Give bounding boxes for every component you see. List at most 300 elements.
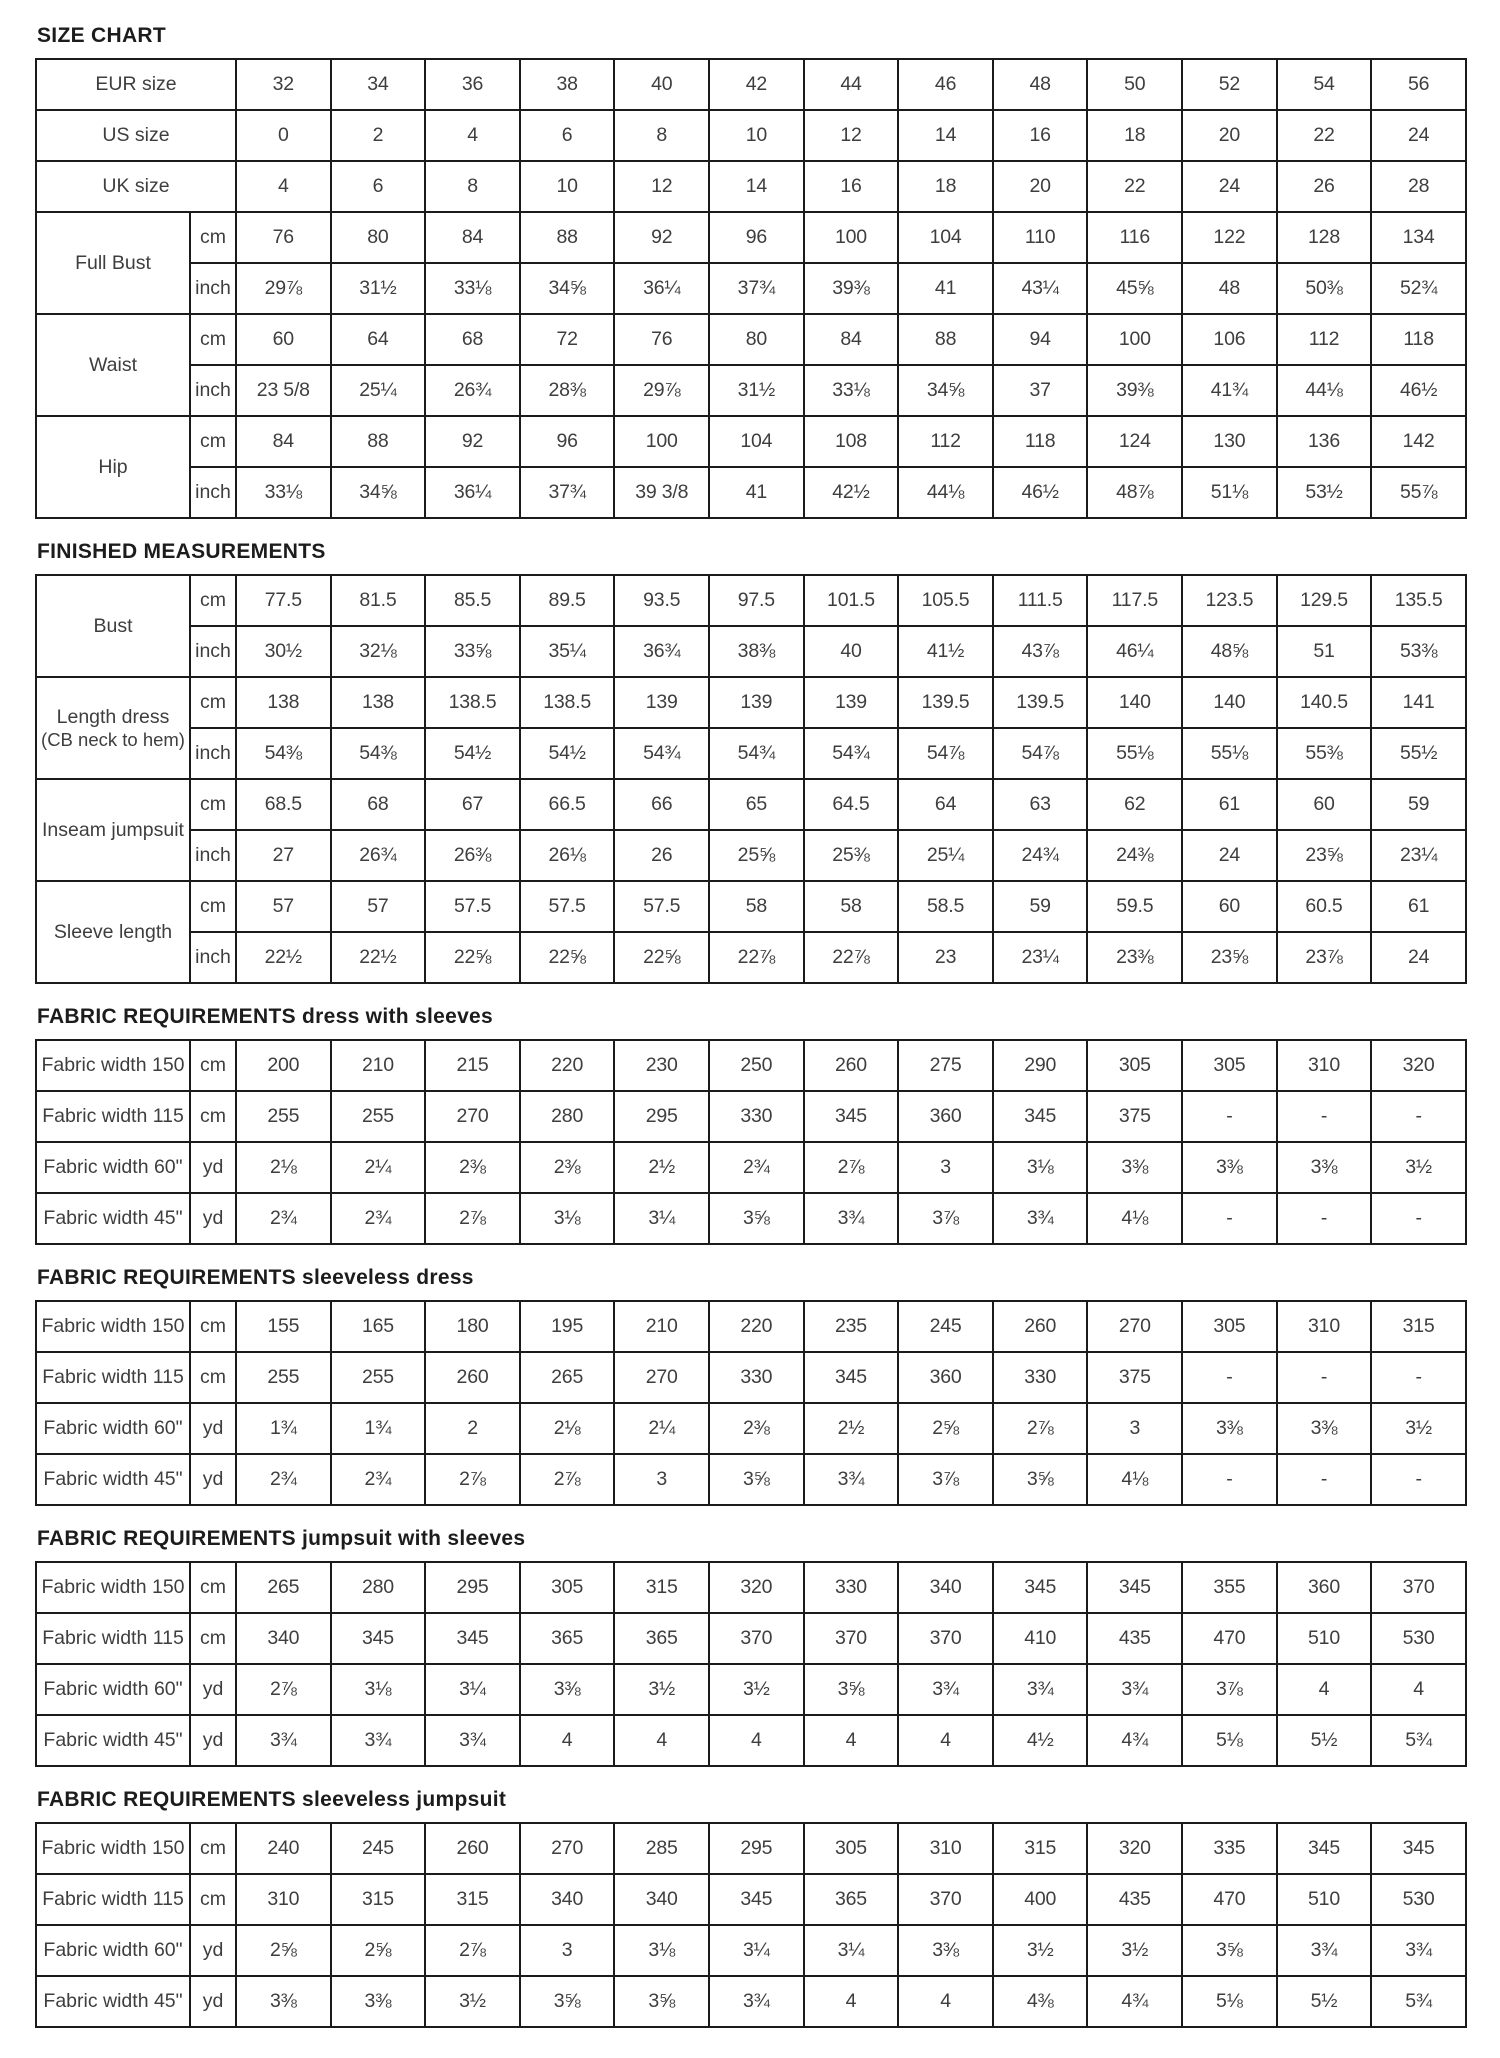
value-cell: 94 bbox=[993, 314, 1088, 365]
value-cell: 4 bbox=[709, 1715, 804, 1766]
row-label bbox=[36, 416, 190, 518]
value-cell: 32 bbox=[236, 59, 331, 110]
value-cell: 55½ bbox=[1371, 728, 1466, 779]
unit-label: inch bbox=[190, 932, 236, 983]
value-cell: 16 bbox=[993, 110, 1088, 161]
value-cell: 100 bbox=[804, 212, 899, 263]
value-cell: 3⅞ bbox=[898, 1193, 993, 1244]
measurement-table bbox=[35, 574, 1467, 984]
table-row bbox=[36, 1613, 1466, 1664]
value-cell: 4¾ bbox=[1087, 1715, 1182, 1766]
value-cell: 510 bbox=[1277, 1874, 1372, 1925]
table-row bbox=[36, 1040, 1466, 1091]
value-cell: 134 bbox=[1371, 212, 1466, 263]
value-cell: 3½ bbox=[1371, 1403, 1466, 1454]
value-cell: 3 bbox=[614, 1454, 709, 1505]
value-cell: 27 bbox=[236, 830, 331, 881]
value-cell: 3⅝ bbox=[709, 1454, 804, 1505]
value-cell: 76 bbox=[614, 314, 709, 365]
row-label bbox=[36, 1193, 190, 1244]
value-cell: 40 bbox=[804, 626, 899, 677]
value-cell: 29⅞ bbox=[614, 365, 709, 416]
value-cell: 138 bbox=[236, 677, 331, 728]
value-cell: 435 bbox=[1087, 1613, 1182, 1664]
value-cell: 3½ bbox=[709, 1664, 804, 1715]
value-cell: 140.5 bbox=[1277, 677, 1372, 728]
value-cell: 139.5 bbox=[898, 677, 993, 728]
section-title: SIZE CHART bbox=[37, 24, 166, 47]
value-cell: 22⅞ bbox=[804, 932, 899, 983]
value-cell: 53½ bbox=[1277, 467, 1372, 518]
value-cell: 39⅜ bbox=[1087, 365, 1182, 416]
unit-label: cm bbox=[190, 677, 236, 728]
unit-label: inch bbox=[190, 365, 236, 416]
table-row bbox=[36, 467, 1466, 518]
value-cell: 2¾ bbox=[236, 1193, 331, 1244]
value-cell: 235 bbox=[804, 1301, 899, 1352]
value-cell: 2¾ bbox=[331, 1193, 426, 1244]
value-cell: 345 bbox=[804, 1091, 899, 1142]
value-cell: 46½ bbox=[1371, 365, 1466, 416]
value-cell: 4 bbox=[520, 1715, 615, 1766]
value-cell: 2¼ bbox=[331, 1142, 426, 1193]
value-cell: 33⅝ bbox=[425, 626, 520, 677]
unit-label: cm bbox=[190, 1823, 236, 1874]
table-row bbox=[36, 1664, 1466, 1715]
row-label-text: Fabric width 115 bbox=[42, 1627, 184, 1649]
value-cell: 345 bbox=[1277, 1823, 1372, 1874]
value-cell: 270 bbox=[425, 1091, 520, 1142]
value-cell: 60 bbox=[1182, 881, 1277, 932]
value-cell: 33⅛ bbox=[425, 263, 520, 314]
row-label bbox=[36, 779, 190, 881]
value-cell: 116 bbox=[1087, 212, 1182, 263]
value-cell: 33⅛ bbox=[236, 467, 331, 518]
value-cell: 3¾ bbox=[1371, 1925, 1466, 1976]
row-label-text: Waist bbox=[88, 353, 138, 376]
value-cell: 2 bbox=[331, 110, 426, 161]
value-cell: 4 bbox=[1277, 1664, 1372, 1715]
value-cell: 34⅝ bbox=[898, 365, 993, 416]
value-cell: 30½ bbox=[236, 626, 331, 677]
value-cell: 28 bbox=[1371, 161, 1466, 212]
value-cell: 124 bbox=[1087, 416, 1182, 467]
value-cell: 320 bbox=[1087, 1823, 1182, 1874]
row-label bbox=[36, 1976, 190, 2027]
value-cell: 54¾ bbox=[804, 728, 899, 779]
row-label-text: Inseam jumpsuit bbox=[42, 818, 184, 841]
value-cell: - bbox=[1371, 1454, 1466, 1505]
unit-label: cm bbox=[190, 1613, 236, 1664]
value-cell: 138 bbox=[331, 677, 426, 728]
value-cell: 139 bbox=[614, 677, 709, 728]
value-cell: 31½ bbox=[331, 263, 426, 314]
row-label bbox=[36, 1403, 190, 1454]
value-cell: 16 bbox=[804, 161, 899, 212]
value-cell: 2⅞ bbox=[993, 1403, 1088, 1454]
value-cell: 340 bbox=[614, 1874, 709, 1925]
value-cell: 4 bbox=[1371, 1664, 1466, 1715]
value-cell: 360 bbox=[1277, 1562, 1372, 1613]
value-cell: 400 bbox=[993, 1874, 1088, 1925]
table-row bbox=[36, 110, 1466, 161]
value-cell: 240 bbox=[236, 1823, 331, 1874]
unit-label: inch bbox=[190, 830, 236, 881]
table-row bbox=[36, 881, 1466, 932]
value-cell: 4⅜ bbox=[993, 1976, 1088, 2027]
value-cell: 58 bbox=[709, 881, 804, 932]
row-label-text: Sleeve length bbox=[53, 920, 173, 943]
value-cell: 330 bbox=[709, 1352, 804, 1403]
value-cell: 290 bbox=[993, 1040, 1088, 1091]
section bbox=[35, 540, 1468, 984]
value-cell: 23⅞ bbox=[1277, 932, 1372, 983]
value-cell: 3½ bbox=[425, 1976, 520, 2027]
value-cell: 4⅛ bbox=[1087, 1454, 1182, 1505]
unit-label: cm bbox=[190, 1091, 236, 1142]
value-cell: 40 bbox=[614, 59, 709, 110]
value-cell: 22⅝ bbox=[614, 932, 709, 983]
unit-label: yd bbox=[190, 1715, 236, 1766]
value-cell: 280 bbox=[520, 1091, 615, 1142]
value-cell: 3¼ bbox=[804, 1925, 899, 1976]
value-cell: - bbox=[1371, 1091, 1466, 1142]
value-cell: 118 bbox=[1371, 314, 1466, 365]
row-label-text: EUR size bbox=[95, 73, 177, 95]
value-cell: 41¾ bbox=[1182, 365, 1277, 416]
value-cell: 6 bbox=[331, 161, 426, 212]
value-cell: 2⅞ bbox=[425, 1454, 520, 1505]
value-cell: - bbox=[1277, 1352, 1372, 1403]
value-cell: 12 bbox=[804, 110, 899, 161]
value-cell: 88 bbox=[520, 212, 615, 263]
value-cell: 84 bbox=[425, 212, 520, 263]
value-cell: 105.5 bbox=[898, 575, 993, 626]
row-label bbox=[36, 1142, 190, 1193]
value-cell: 84 bbox=[236, 416, 331, 467]
value-cell: 20 bbox=[993, 161, 1088, 212]
value-cell: 260 bbox=[804, 1040, 899, 1091]
value-cell: 3½ bbox=[1087, 1925, 1182, 1976]
row-label-text: Fabric width 45" bbox=[43, 1468, 183, 1490]
value-cell: 139 bbox=[804, 677, 899, 728]
row-label-text: Fabric width 45" bbox=[43, 1207, 183, 1229]
value-cell: 130 bbox=[1182, 416, 1277, 467]
value-cell: 68 bbox=[331, 779, 426, 830]
row-label-text: Bust bbox=[93, 614, 133, 637]
value-cell: 54⅞ bbox=[898, 728, 993, 779]
value-cell: 250 bbox=[709, 1040, 804, 1091]
value-cell: 139.5 bbox=[993, 677, 1088, 728]
value-cell: 295 bbox=[709, 1823, 804, 1874]
value-cell: 3¾ bbox=[425, 1715, 520, 1766]
value-cell: 295 bbox=[614, 1091, 709, 1142]
value-cell: 10 bbox=[709, 110, 804, 161]
value-cell: 5¾ bbox=[1371, 1976, 1466, 2027]
section bbox=[35, 1788, 1468, 2028]
value-cell: 2⅜ bbox=[709, 1403, 804, 1454]
value-cell: 3⅞ bbox=[898, 1454, 993, 1505]
section bbox=[35, 24, 1468, 519]
value-cell: 3¾ bbox=[236, 1715, 331, 1766]
measurement-table bbox=[35, 1039, 1467, 1245]
value-cell: 22⅞ bbox=[709, 932, 804, 983]
table-row bbox=[36, 1193, 1466, 1244]
value-cell: 340 bbox=[236, 1613, 331, 1664]
value-cell: 230 bbox=[614, 1040, 709, 1091]
value-cell: 3¼ bbox=[709, 1925, 804, 1976]
value-cell: 3⅜ bbox=[1277, 1142, 1372, 1193]
value-cell: 31½ bbox=[709, 365, 804, 416]
value-cell: - bbox=[1371, 1352, 1466, 1403]
value-cell: 370 bbox=[709, 1613, 804, 1664]
value-cell: 97.5 bbox=[709, 575, 804, 626]
value-cell: 255 bbox=[236, 1091, 331, 1142]
value-cell: 530 bbox=[1371, 1874, 1466, 1925]
value-cell: 24 bbox=[1182, 161, 1277, 212]
value-cell: 35¼ bbox=[520, 626, 615, 677]
table-row bbox=[36, 1403, 1466, 1454]
value-cell: 4 bbox=[425, 110, 520, 161]
value-cell: 275 bbox=[898, 1040, 993, 1091]
value-cell: 29⅞ bbox=[236, 263, 331, 314]
table-row bbox=[36, 1454, 1466, 1505]
value-cell: 55⅛ bbox=[1087, 728, 1182, 779]
value-cell: 3⅜ bbox=[1087, 1142, 1182, 1193]
value-cell: 22½ bbox=[331, 932, 426, 983]
section bbox=[35, 1005, 1468, 1245]
row-label bbox=[36, 1562, 190, 1613]
row-label bbox=[36, 1454, 190, 1505]
table-row bbox=[36, 212, 1466, 263]
row-label-text: Fabric width 115 bbox=[42, 1105, 184, 1127]
table-row bbox=[36, 1823, 1466, 1874]
value-cell: 5½ bbox=[1277, 1976, 1372, 2027]
unit-label: yd bbox=[190, 1976, 236, 2027]
row-label-text: Fabric width 60" bbox=[43, 1678, 183, 1700]
value-cell: 345 bbox=[1087, 1562, 1182, 1613]
unit-label: cm bbox=[190, 1874, 236, 1925]
value-cell: 51⅛ bbox=[1182, 467, 1277, 518]
value-cell: 180 bbox=[425, 1301, 520, 1352]
value-cell: 355 bbox=[1182, 1562, 1277, 1613]
value-cell: 2⅝ bbox=[331, 1925, 426, 1976]
value-cell: 5⅛ bbox=[1182, 1715, 1277, 1766]
value-cell: 270 bbox=[1087, 1301, 1182, 1352]
value-cell: 315 bbox=[331, 1874, 426, 1925]
value-cell: 61 bbox=[1182, 779, 1277, 830]
row-label-text: Fabric width 115 bbox=[42, 1366, 184, 1388]
value-cell: 3⅝ bbox=[1182, 1925, 1277, 1976]
value-cell: 128 bbox=[1277, 212, 1372, 263]
value-cell: 6 bbox=[520, 110, 615, 161]
value-cell: 345 bbox=[709, 1874, 804, 1925]
value-cell: 2⅞ bbox=[425, 1193, 520, 1244]
value-cell: 93.5 bbox=[614, 575, 709, 626]
value-cell: 112 bbox=[898, 416, 993, 467]
value-cell: 68 bbox=[425, 314, 520, 365]
value-cell: 44⅛ bbox=[1277, 365, 1372, 416]
value-cell: 18 bbox=[1087, 110, 1182, 161]
value-cell: 335 bbox=[1182, 1823, 1277, 1874]
value-cell: 23¼ bbox=[1371, 830, 1466, 881]
value-cell: 22⅝ bbox=[520, 932, 615, 983]
value-cell: 310 bbox=[1277, 1301, 1372, 1352]
value-cell: 305 bbox=[1182, 1040, 1277, 1091]
value-cell: 3⅝ bbox=[709, 1193, 804, 1244]
value-cell: 215 bbox=[425, 1040, 520, 1091]
value-cell: 24 bbox=[1182, 830, 1277, 881]
section bbox=[35, 1266, 1468, 1506]
measurement-table bbox=[35, 1300, 1467, 1506]
row-label bbox=[36, 110, 236, 161]
value-cell: 315 bbox=[993, 1823, 1088, 1874]
row-label bbox=[36, 1091, 190, 1142]
value-cell: 67 bbox=[425, 779, 520, 830]
value-cell: - bbox=[1182, 1193, 1277, 1244]
row-label bbox=[36, 575, 190, 677]
value-cell: 48 bbox=[1182, 263, 1277, 314]
value-cell: 4⅛ bbox=[1087, 1193, 1182, 1244]
row-label-text: UK size bbox=[102, 175, 170, 197]
value-cell: 88 bbox=[331, 416, 426, 467]
section-title: FINISHED MEASUREMENTS bbox=[37, 540, 326, 563]
value-cell: 4 bbox=[614, 1715, 709, 1766]
value-cell: 370 bbox=[804, 1613, 899, 1664]
value-cell: 3⅛ bbox=[520, 1193, 615, 1244]
value-cell: 255 bbox=[331, 1091, 426, 1142]
value-cell: 58 bbox=[804, 881, 899, 932]
value-cell: 310 bbox=[236, 1874, 331, 1925]
value-cell: 530 bbox=[1371, 1613, 1466, 1664]
row-label-text: Full Bust bbox=[75, 251, 151, 274]
value-cell: 12 bbox=[614, 161, 709, 212]
value-cell: 155 bbox=[236, 1301, 331, 1352]
row-label bbox=[36, 161, 236, 212]
value-cell: 345 bbox=[993, 1562, 1088, 1613]
value-cell: 2⅞ bbox=[804, 1142, 899, 1193]
value-cell: 108 bbox=[804, 416, 899, 467]
value-cell: 3¾ bbox=[331, 1715, 426, 1766]
row-label-text: Fabric width 45" bbox=[43, 1729, 183, 1751]
value-cell: 42 bbox=[709, 59, 804, 110]
value-cell: 84 bbox=[804, 314, 899, 365]
value-cell: 18 bbox=[898, 161, 993, 212]
value-cell: 72 bbox=[520, 314, 615, 365]
table-row bbox=[36, 830, 1466, 881]
value-cell: 4 bbox=[236, 161, 331, 212]
value-cell: 3¾ bbox=[804, 1193, 899, 1244]
value-cell: 48 bbox=[993, 59, 1088, 110]
row-label bbox=[36, 314, 190, 416]
value-cell: 41 bbox=[709, 467, 804, 518]
value-cell: 2 bbox=[425, 1403, 520, 1454]
section-title: FABRIC REQUIREMENTS sleeveless jumpsuit bbox=[37, 1788, 507, 1811]
value-cell: 110 bbox=[993, 212, 1088, 263]
value-cell: 58.5 bbox=[898, 881, 993, 932]
value-cell: - bbox=[1371, 1193, 1466, 1244]
value-cell: 26 bbox=[1277, 161, 1372, 212]
value-cell: 8 bbox=[425, 161, 520, 212]
row-label-text: Fabric width 115 bbox=[42, 1888, 184, 1910]
value-cell: 56 bbox=[1371, 59, 1466, 110]
value-cell: 345 bbox=[993, 1091, 1088, 1142]
value-cell: 100 bbox=[614, 416, 709, 467]
section-title: FABRIC REQUIREMENTS sleeveless dress bbox=[37, 1266, 474, 1289]
value-cell: 2⅛ bbox=[236, 1142, 331, 1193]
value-cell: 3 bbox=[1087, 1403, 1182, 1454]
value-cell: 59.5 bbox=[1087, 881, 1182, 932]
table-row bbox=[36, 1301, 1466, 1352]
unit-label: inch bbox=[190, 728, 236, 779]
section bbox=[35, 1527, 1468, 1767]
value-cell: 20 bbox=[1182, 110, 1277, 161]
value-cell: 3⅛ bbox=[993, 1142, 1088, 1193]
value-cell: 54½ bbox=[520, 728, 615, 779]
value-cell: 195 bbox=[520, 1301, 615, 1352]
value-cell: 3⅝ bbox=[804, 1664, 899, 1715]
value-cell: 360 bbox=[898, 1091, 993, 1142]
row-label bbox=[36, 1823, 190, 1874]
value-cell: 4 bbox=[804, 1715, 899, 1766]
value-cell: 138.5 bbox=[425, 677, 520, 728]
row-label bbox=[36, 1664, 190, 1715]
value-cell: 34⅝ bbox=[520, 263, 615, 314]
value-cell: 2⅞ bbox=[236, 1664, 331, 1715]
value-cell: 140 bbox=[1182, 677, 1277, 728]
value-cell: 23⅜ bbox=[1087, 932, 1182, 983]
value-cell: 220 bbox=[520, 1040, 615, 1091]
value-cell: 4 bbox=[898, 1976, 993, 2027]
value-cell: 3⅝ bbox=[520, 1976, 615, 2027]
value-cell: 3⅜ bbox=[236, 1976, 331, 2027]
value-cell: 25¼ bbox=[331, 365, 426, 416]
value-cell: 64.5 bbox=[804, 779, 899, 830]
value-cell: 51 bbox=[1277, 626, 1372, 677]
table-row bbox=[36, 575, 1466, 626]
table-row bbox=[36, 1925, 1466, 1976]
value-cell: 3⅛ bbox=[331, 1664, 426, 1715]
value-cell: 66 bbox=[614, 779, 709, 830]
value-cell: 26⅛ bbox=[520, 830, 615, 881]
value-cell: 37¾ bbox=[520, 467, 615, 518]
value-cell: 33⅛ bbox=[804, 365, 899, 416]
value-cell: 330 bbox=[804, 1562, 899, 1613]
value-cell: - bbox=[1182, 1091, 1277, 1142]
value-cell: 23¼ bbox=[993, 932, 1088, 983]
value-cell: 55⅛ bbox=[1182, 728, 1277, 779]
value-cell: 68.5 bbox=[236, 779, 331, 830]
value-cell: 4 bbox=[804, 1976, 899, 2027]
value-cell: 2⅝ bbox=[898, 1403, 993, 1454]
row-label bbox=[36, 677, 190, 779]
value-cell: 77.5 bbox=[236, 575, 331, 626]
value-cell: 57.5 bbox=[614, 881, 709, 932]
value-cell: 54¾ bbox=[709, 728, 804, 779]
value-cell: 46 bbox=[898, 59, 993, 110]
value-cell: 3⅝ bbox=[993, 1454, 1088, 1505]
value-cell: 50⅜ bbox=[1277, 263, 1372, 314]
value-cell: 24¾ bbox=[993, 830, 1088, 881]
value-cell: 3⅝ bbox=[614, 1976, 709, 2027]
value-cell: 435 bbox=[1087, 1874, 1182, 1925]
value-cell: 92 bbox=[425, 416, 520, 467]
value-cell: 5¾ bbox=[1371, 1715, 1466, 1766]
value-cell: 142 bbox=[1371, 416, 1466, 467]
value-cell: 24 bbox=[1371, 110, 1466, 161]
value-cell: 52¾ bbox=[1371, 263, 1466, 314]
value-cell: 43¼ bbox=[993, 263, 1088, 314]
